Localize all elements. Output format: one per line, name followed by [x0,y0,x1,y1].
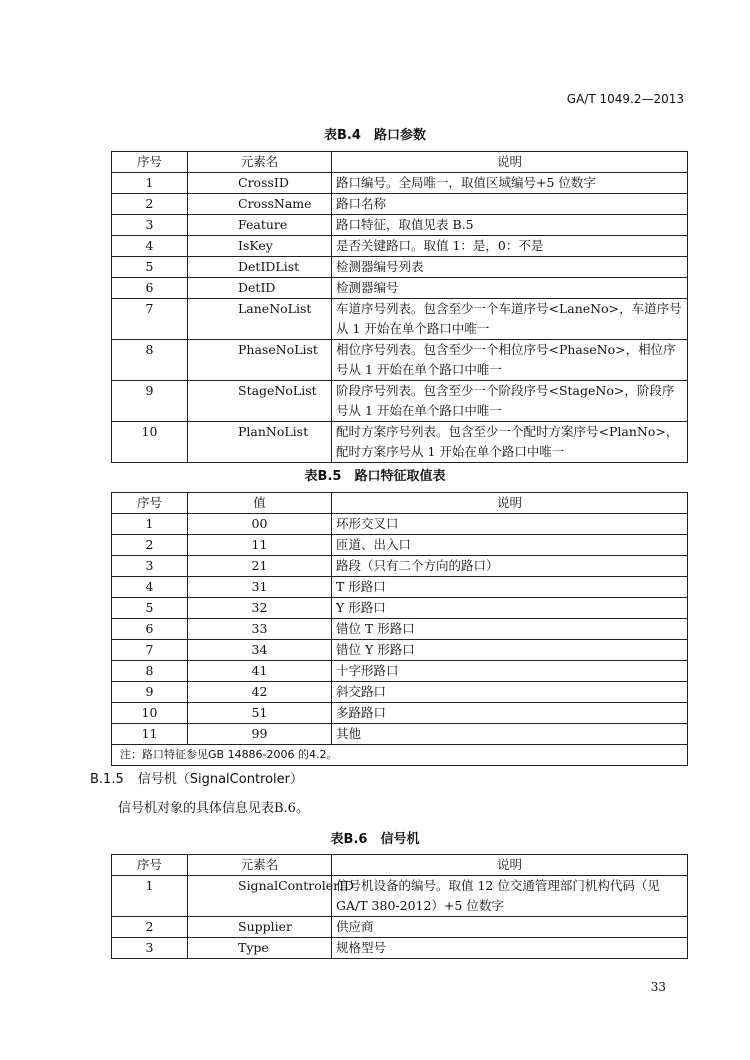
table-row [112,236,688,257]
table-b6-caption: 表B.6 信号机 [330,832,420,847]
cell-name: LaneNoList [188,299,332,340]
cell-no: 2 [112,535,188,556]
table-row [112,514,688,535]
cell-name: Feature [188,215,332,236]
cell-value: 99 [188,724,332,745]
cell-no: 5 [112,257,188,278]
cell-value: 32 [188,598,332,619]
table-row [112,598,688,619]
cell-value: 00 [188,514,332,535]
table-row [112,215,688,236]
cell-desc: 斜交路口 [332,682,688,703]
cell-desc: 其他 [332,724,688,745]
table-row [112,340,688,381]
cell-name: IsKey [188,236,332,257]
header-no: 序号 [112,855,188,876]
cell-desc: 路口特征，取值见表 B.5 [332,215,688,236]
table-row [112,876,688,917]
table-row [112,422,688,463]
cell-name: DetID [188,278,332,299]
cell-no: 8 [112,661,188,682]
table-row [112,619,688,640]
table-row [112,556,688,577]
cell-no: 6 [112,619,188,640]
cell-value: 51 [188,703,332,724]
cell-no: 1 [112,514,188,535]
cell-desc: 供应商 [332,917,688,938]
table-row [112,278,688,299]
cell-name: StageNoList [188,381,332,422]
header-desc: 说明 [332,493,688,514]
cell-value: 41 [188,661,332,682]
header-name: 元素名 [188,855,332,876]
cell-desc: 路口编号。全局唯一，取值区域编号+5 位数字 [332,173,688,194]
section-number: B.1.5 [90,772,124,787]
cell-desc: 车道序号列表。包含至少一个车道序号<LaneNo>，车道序号从 1 开始在单个路口中唯一 [332,299,688,340]
cell-name: Type [188,938,332,959]
table-row [112,938,688,959]
cell-name: CrossName [188,194,332,215]
header-value: 值 [188,493,332,514]
cell-no: 2 [112,194,188,215]
table-b4-caption: 表B.4 路口参数 [324,128,426,143]
cell-no: 8 [112,340,188,381]
table-b5-note: 注：路口特征参见GB 14886-2006 的4.2。 [112,745,688,766]
table-b5-caption: 表B.5 路口特征取值表 [304,469,446,484]
table-row [112,194,688,215]
cell-no: 4 [112,236,188,257]
table-row [112,299,688,340]
header-name: 元素名 [188,152,332,173]
cell-desc: Y 形路口 [332,598,688,619]
cell-value: 31 [188,577,332,598]
table-row [112,724,688,745]
cell-no: 10 [112,422,188,463]
table-row [112,173,688,194]
cell-desc: 配时方案序号列表。包含至少一个配时方案序号<PlanNo>，配时方案序号从 1 开始在单个路口中唯一 [332,422,688,463]
cell-desc: 检测器编号 [332,278,688,299]
table-row [112,917,688,938]
cell-desc: 信号机设备的编号。取值 12 位交通管理部门机构代码（见 GA/T 380-2012）+5 位数字 [332,876,688,917]
cell-desc: 路段（只有二个方向的路口） [332,556,688,577]
cell-no: 9 [112,381,188,422]
cell-value: 11 [188,535,332,556]
table-row [112,640,688,661]
cell-no: 6 [112,278,188,299]
table-b6 [111,854,688,959]
cell-desc: 阶段序号列表。包含至少一个阶段序号<StageNo>，阶段序号从 1 开始在单个路口中唯一 [332,381,688,422]
cell-name: DetIDList [188,257,332,278]
cell-desc: 错位 Y 形路口 [332,640,688,661]
table-note-row [112,745,688,766]
cell-desc: 环形交叉口 [332,514,688,535]
cell-name: SignalControlerID [188,876,332,917]
cell-desc: 路口名称 [332,194,688,215]
cell-desc: 相位序号列表。包含至少一个相位序号<PhaseNo>，相位序号从 1 开始在单个路口中唯一 [332,340,688,381]
cell-desc: 检测器编号列表 [332,257,688,278]
cell-desc: 规格型号 [332,938,688,959]
cell-no: 1 [112,876,188,917]
cell-desc: 十字形路口 [332,661,688,682]
cell-desc: 匝道、出入口 [332,535,688,556]
table-row [112,381,688,422]
header-no: 序号 [112,493,188,514]
cell-no: 3 [112,556,188,577]
table-header-row [112,152,688,173]
table-b4 [111,151,688,463]
cell-no: 7 [112,640,188,661]
cell-no: 4 [112,577,188,598]
cell-desc: 错位 T 形路口 [332,619,688,640]
cell-no: 5 [112,598,188,619]
cell-no: 3 [112,215,188,236]
cell-name: PlanNoList [188,422,332,463]
table-row [112,535,688,556]
cell-name: Supplier [188,917,332,938]
cell-value: 21 [188,556,332,577]
cell-name: CrossID [188,173,332,194]
cell-no: 11 [112,724,188,745]
section-paragraph: 信号机对象的具体信息见表B.6。 [118,801,309,816]
header-no: 序号 [112,152,188,173]
table-row [112,703,688,724]
table-b5 [111,492,688,766]
table-header-row [112,493,688,514]
header-desc: 说明 [332,855,688,876]
cell-no: 2 [112,917,188,938]
cell-name: PhaseNoList [188,340,332,381]
table-row [112,682,688,703]
section-heading [90,768,303,787]
standard-number: GA/T 1049.2—2013 [566,92,684,106]
header-desc: 说明 [332,152,688,173]
cell-desc: T 形路口 [332,577,688,598]
cell-no: 3 [112,938,188,959]
cell-no: 10 [112,703,188,724]
cell-desc: 多路路口 [332,703,688,724]
cell-desc: 是否关键路口。取值 1：是，0：不是 [332,236,688,257]
cell-value: 42 [188,682,332,703]
table-row [112,257,688,278]
table-row [112,661,688,682]
cell-no: 9 [112,682,188,703]
cell-value: 33 [188,619,332,640]
cell-no: 1 [112,173,188,194]
page-number: 33 [650,980,666,994]
table-header-row [112,855,688,876]
cell-value: 34 [188,640,332,661]
section-title: 信号机（SignalControler） [137,772,304,787]
cell-no: 7 [112,299,188,340]
table-row [112,577,688,598]
